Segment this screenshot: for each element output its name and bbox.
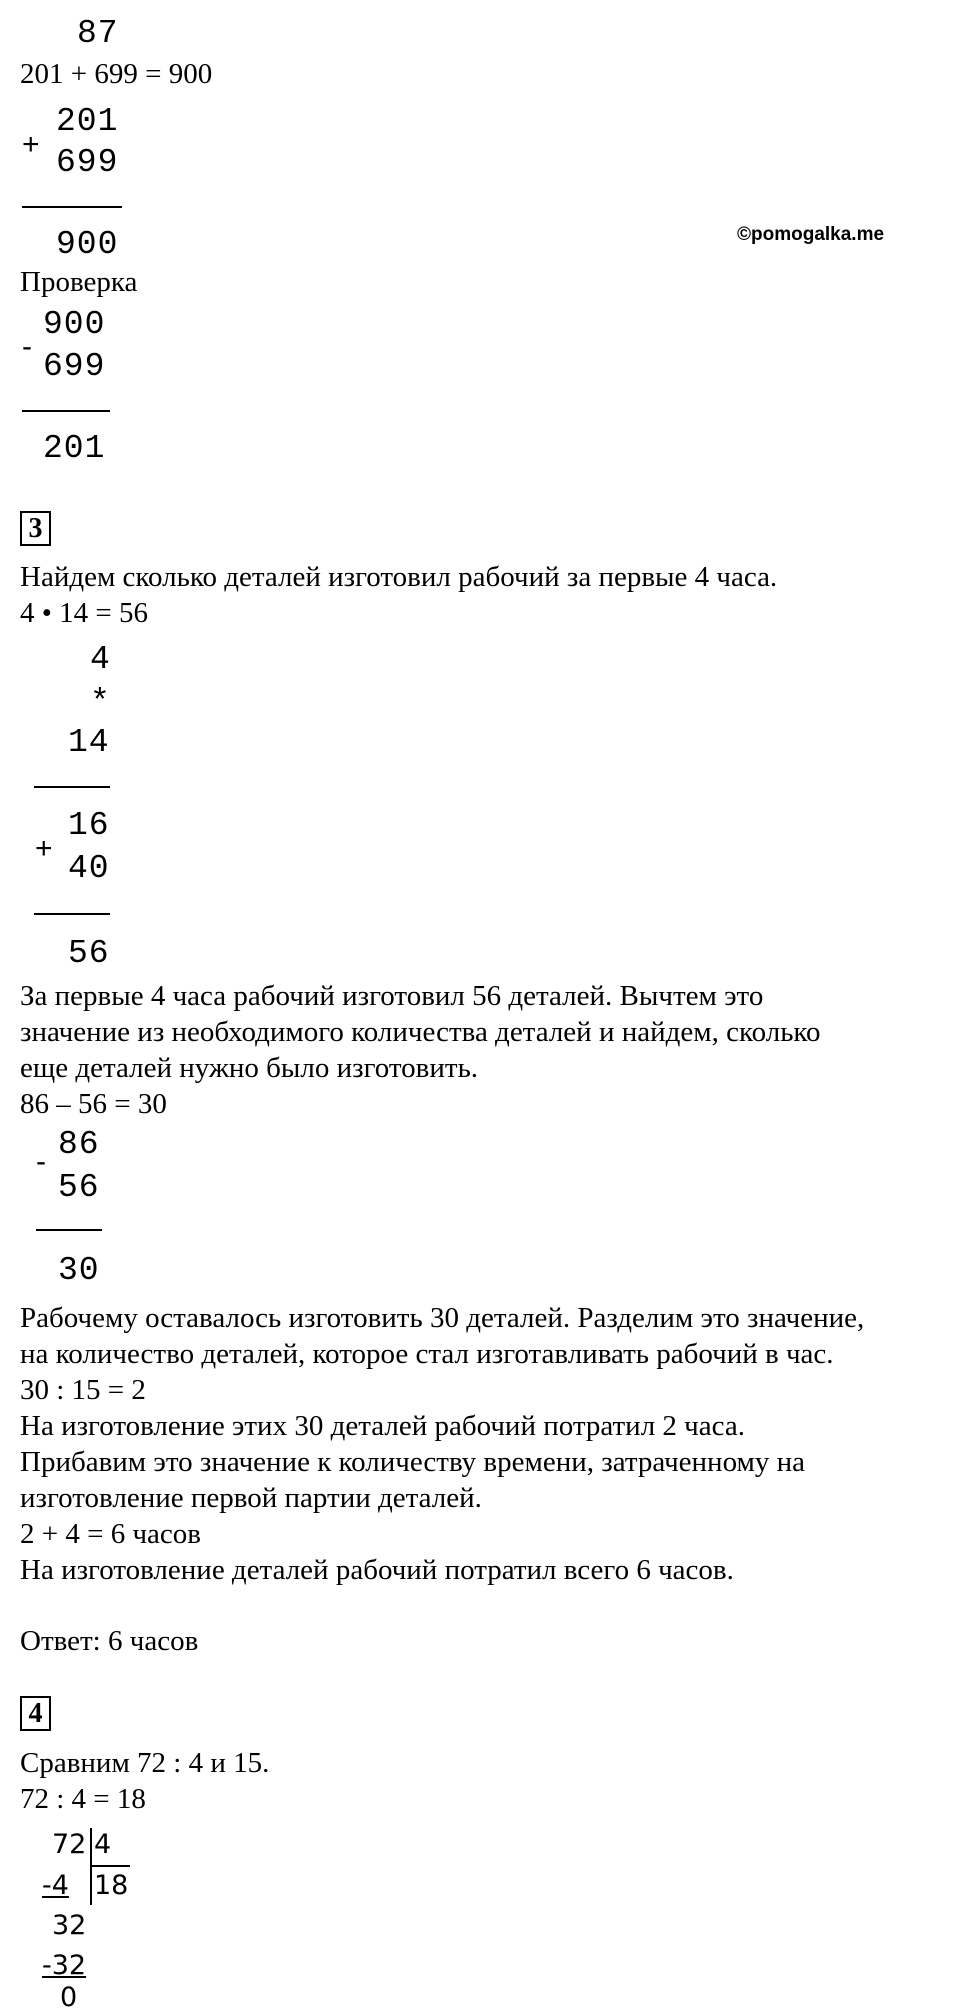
dividend: 72 [52,1829,87,1860]
task4-eq1: 72 : 4 = 18 [20,1783,146,1815]
task3-eq1: 4 • 14 = 56 [20,597,149,629]
minuend: 86 [58,1126,100,1163]
task3-eq4: 2 + 4 = 6 часов [20,1518,201,1550]
subtract-step-1: -4 [42,1870,69,1901]
divisor: 4 [94,1829,112,1860]
task3-answer: Ответ: 6 часов [20,1625,199,1657]
multiply-sign: * [90,684,111,721]
difference-result: 30 [58,1252,100,1289]
task3-para2-line1: Рабочему оставалось изготовить 30 деталей. Разделим это значение, [20,1302,865,1334]
final-remainder: 0 [60,1982,78,2013]
check-label: Проверка [20,266,138,298]
task3-para3-line3: изготовление первой партии деталей. [20,1482,482,1514]
quotient: 18 [94,1870,129,1901]
difference-result: 201 [43,430,106,467]
partial-2: 40 [68,850,110,887]
carry-digits: 87 [77,15,119,52]
addend-2: 699 [56,144,119,181]
difference-rule [36,1229,102,1231]
product-rule [34,786,110,788]
subtrahend: 699 [43,348,106,385]
quotient-rule [90,1865,130,1867]
minus-sign: - [22,330,32,363]
task3-para1-line2: значение из необходимого количества деталей и найдем, сколько [20,1016,821,1048]
task3-para2-line2: на количество деталей, которое стал изготавливать рабочий в час. [20,1338,834,1370]
task3-para1-line1: За первые 4 часа рабочий изготовил 56 деталей. Вычтем это [20,980,764,1012]
sum-rule [22,206,122,208]
task4-intro: Сравним 72 : 4 и 15. [20,1747,270,1779]
minus-sign: - [36,1145,46,1178]
remainder-step-1: 32 [52,1910,87,1941]
task3-intro: Найдем сколько деталей изготовил рабочий за первые 4 часа. [20,561,778,593]
sum-result: 900 [56,226,119,263]
task-number-3: 3 [20,511,51,546]
plus-sign: + [35,832,53,865]
task3-eq3: 30 : 15 = 2 [20,1374,146,1406]
partial-1: 16 [68,807,110,844]
task3-para3-line2: Прибавим это значение к количеству времени, затраченному на [20,1446,806,1478]
task-number-4: 4 [20,1696,51,1731]
task3-para3-line1: На изготовление этих 30 деталей рабочий потратил 2 часа. [20,1410,745,1442]
subtrahend: 56 [58,1169,100,1206]
partial-sum-rule [34,913,110,915]
task3-para1-line3: еще деталей нужно было изготовить. [20,1052,479,1084]
watermark: ©pomogalka.me [737,224,885,245]
minuend: 900 [43,306,106,343]
task3-eq2: 86 – 56 = 30 [20,1088,167,1120]
addend-1: 201 [56,103,119,140]
difference-rule [22,410,110,412]
factor-2: 14 [68,724,110,761]
equation-addition: 201 + 699 = 900 [20,58,213,90]
subtract-step-2: -32 [42,1950,87,1981]
task3-para4: На изготовление деталей рабочий потратил всего 6 часов. [20,1554,734,1586]
factor-1: 4 [90,641,111,678]
plus-sign: + [22,128,40,161]
product-result: 56 [68,935,110,972]
